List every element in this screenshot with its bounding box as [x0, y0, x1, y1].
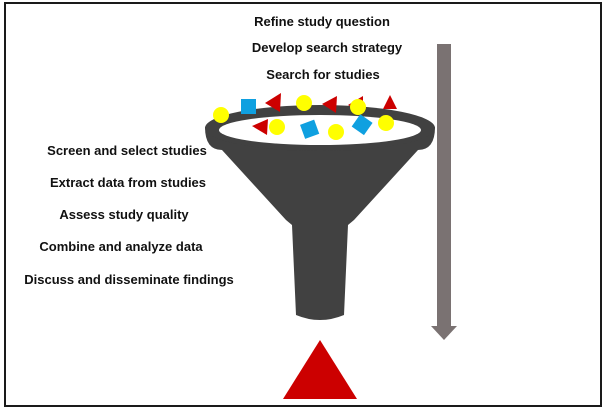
step-search-studies: Search for studies [266, 67, 380, 82]
down-arrow-icon [431, 44, 457, 340]
funnel-icon [205, 105, 435, 320]
blue-square-icon [241, 99, 256, 114]
step-extract-data: Extract data from studies [49, 175, 207, 190]
yellow-circle-icon [213, 107, 229, 123]
yellow-circle-icon [269, 119, 285, 135]
step-discuss-disseminate: Discuss and disseminate findings [24, 272, 234, 287]
yellow-circle-icon [328, 124, 344, 140]
yellow-circle-icon [378, 115, 394, 131]
step-refine-question: Refine study question [254, 14, 390, 29]
step-develop-search: Develop search strategy [251, 40, 403, 55]
step-combine-analyze: Combine and analyze data [39, 239, 203, 254]
yellow-circle-icon [350, 99, 366, 115]
step-assess-quality: Assess study quality [59, 207, 189, 222]
result-triangle-icon [283, 340, 357, 399]
step-screen-select: Screen and select studies [47, 143, 207, 158]
yellow-circle-icon [296, 95, 312, 111]
red-triangle-icon [383, 95, 397, 109]
